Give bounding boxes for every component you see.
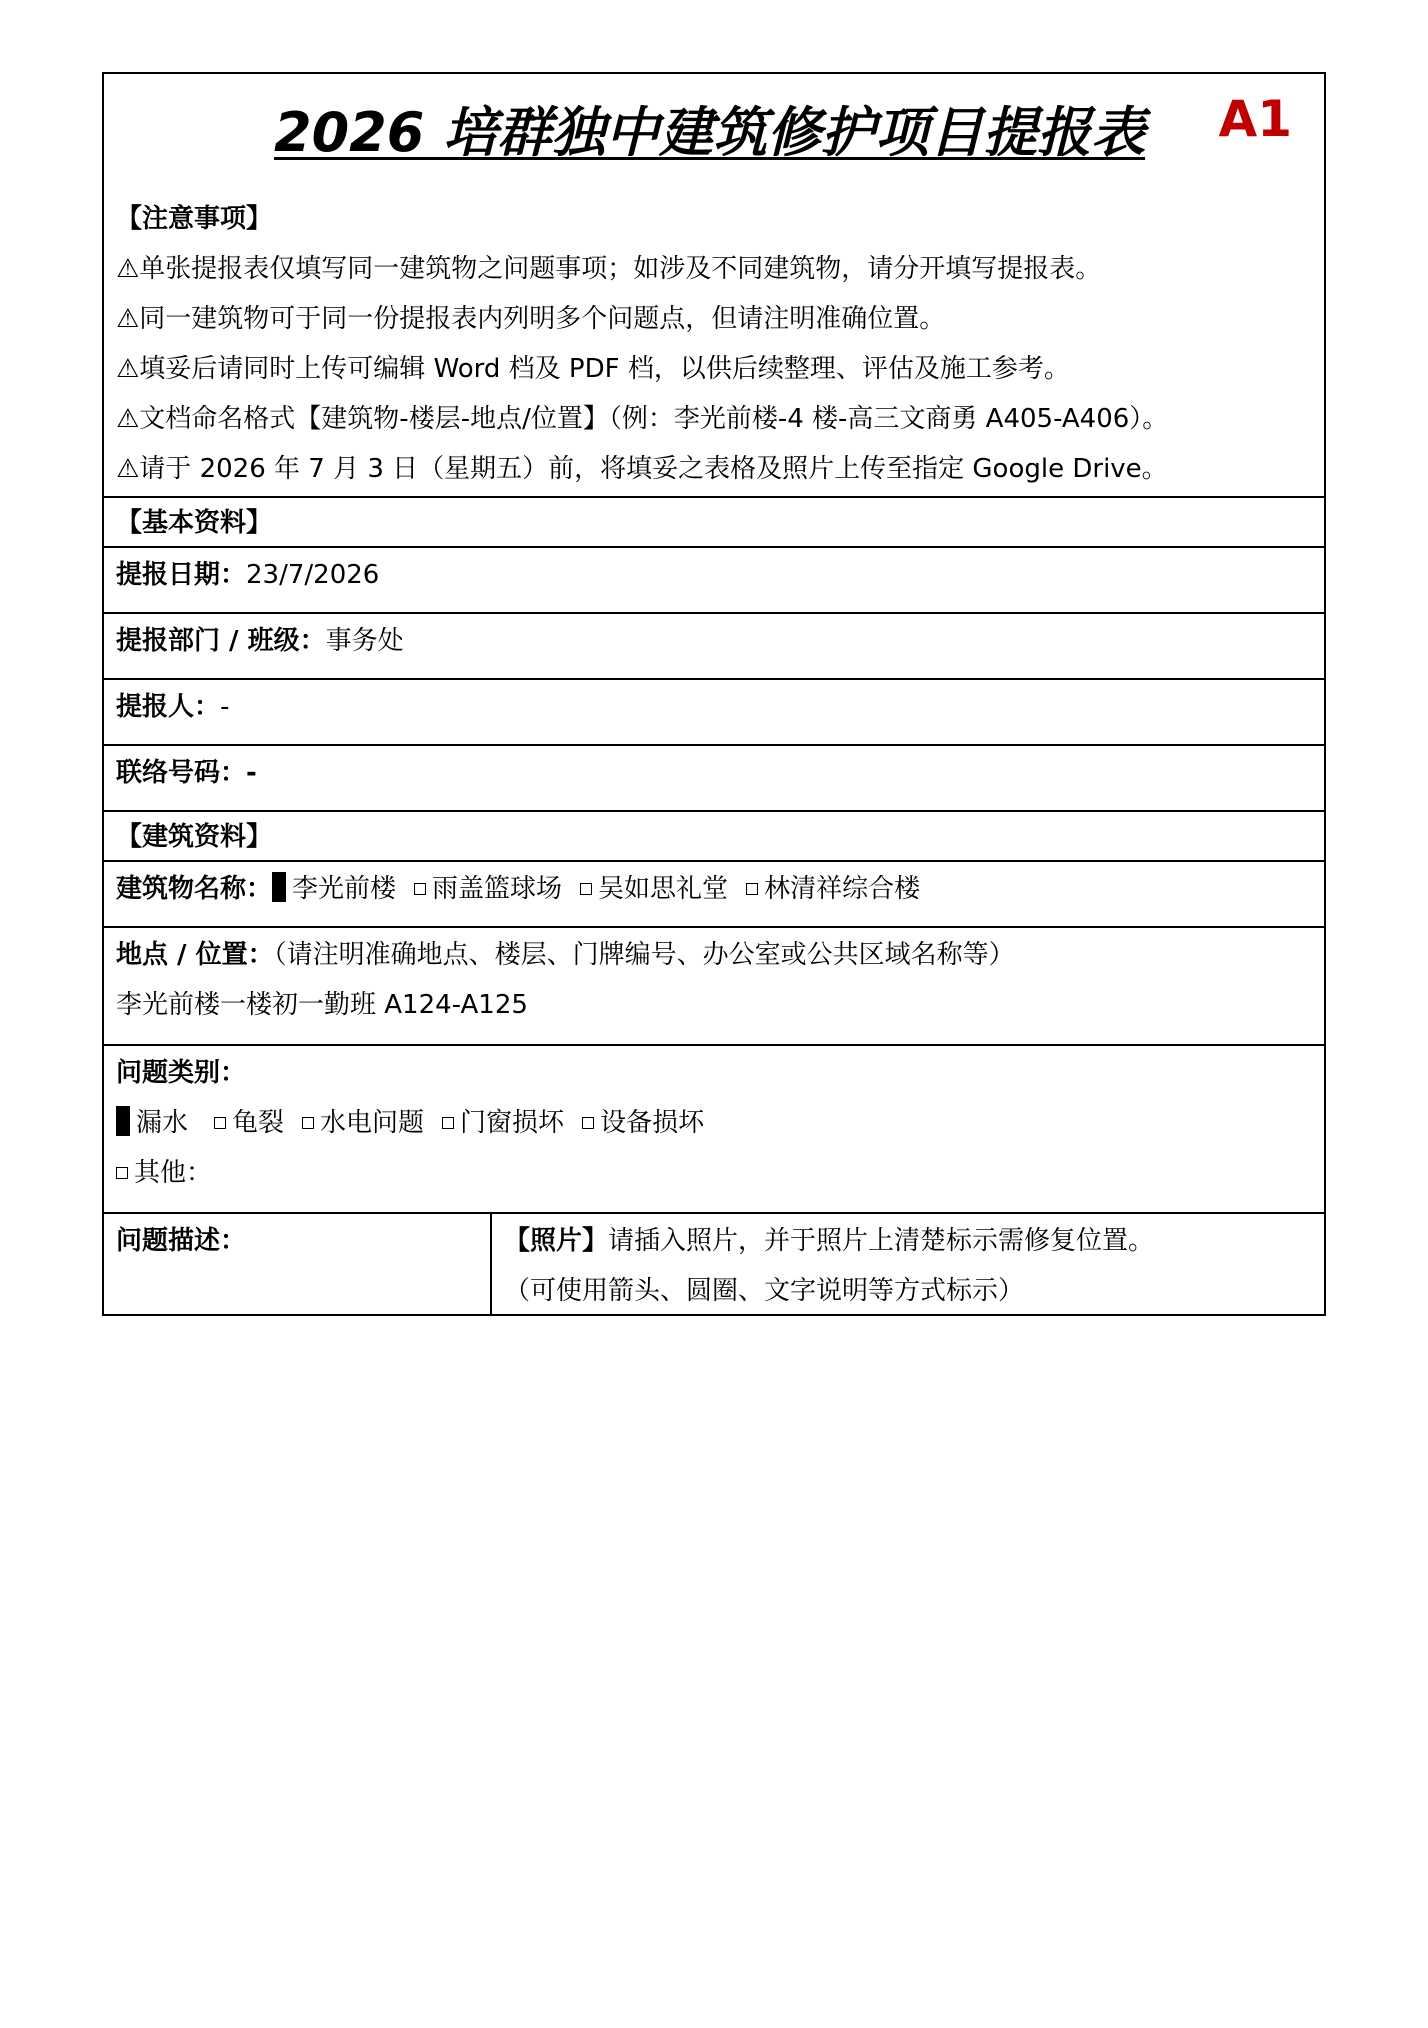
checkbox-empty-icon[interactable] <box>580 883 592 895</box>
phone-row <box>104 744 1324 810</box>
building-option-label: 吴如思礼堂 <box>598 874 729 904</box>
checkbox-empty-icon[interactable] <box>414 883 426 895</box>
category-option-label: 龟裂 <box>232 1108 285 1138</box>
building-heading-row <box>104 810 1324 860</box>
category-label: 问题类别： <box>116 1058 247 1088</box>
building-name-label: 建筑物名称： <box>116 874 273 904</box>
checkbox-empty-icon[interactable] <box>116 1167 128 1179</box>
other-label: 其他： <box>134 1158 213 1188</box>
building-heading: 【建筑资料】 <box>116 822 273 852</box>
date-label: 提报日期： <box>116 560 247 590</box>
category-option-label: 漏水 <box>136 1108 189 1138</box>
checkbox-empty-icon[interactable] <box>302 1117 314 1129</box>
photo-hint: （可使用箭头、圆圈、文字说明等方式标示） <box>504 1276 1025 1306</box>
phone-label: 联络号码： <box>116 758 247 788</box>
reporter-value[interactable]: - <box>220 692 230 722</box>
location-value[interactable]: 李光前楼一楼初一勤班 A124-A125 <box>116 990 528 1020</box>
date-row <box>104 546 1324 612</box>
form-title: 2026 培群独中建筑修护项目提报表 <box>274 101 1146 164</box>
building-option-label: 林清祥综合楼 <box>764 874 921 904</box>
location-hint: （请注明准确地点、楼层、门牌编号、办公室或公共区域名称等） <box>273 940 1015 970</box>
dept-row <box>104 612 1324 678</box>
form-code: A1 <box>1218 90 1292 148</box>
dept-label: 提报部门 / 班级： <box>116 626 326 656</box>
building-option-label: 李光前楼 <box>292 874 397 904</box>
location-row <box>104 926 1324 1044</box>
reporter-row <box>104 678 1324 744</box>
note-item: ⚠请于 2026 年 7 月 3 日（星期五）前，将填妥之表格及照片上传至指定 Google Drive。 <box>116 454 1168 484</box>
checkbox-checked-icon[interactable] <box>272 872 286 902</box>
note-item: ⚠文档命名格式【建筑物-楼层-地点/位置】（例：李光前楼-4 楼-高三文商勇 A405-A406）。 <box>116 404 1169 434</box>
reporter-label: 提报人： <box>116 692 221 722</box>
category-option-label: 设备损坏 <box>600 1108 705 1138</box>
building-name-row <box>104 860 1324 926</box>
report-form <box>102 72 1326 1316</box>
checkbox-empty-icon[interactable] <box>582 1117 594 1129</box>
form-header <box>104 74 1324 184</box>
category-option-label: 门窗损坏 <box>460 1108 565 1138</box>
dept-value[interactable]: 事务处 <box>325 626 404 656</box>
photo-heading: 【照片】 <box>504 1226 609 1256</box>
photo-cell[interactable] <box>492 1214 1324 1314</box>
checkbox-checked-icon[interactable] <box>116 1106 130 1136</box>
basic-heading-row <box>104 496 1324 546</box>
location-label: 地点 / 位置： <box>116 940 274 970</box>
notes-heading: 【注意事项】 <box>116 204 273 234</box>
date-value[interactable]: 23/7/2026 <box>246 560 380 590</box>
photo-text: 请插入照片，并于照片上清楚标示需修复位置。 <box>608 1226 1155 1256</box>
basic-heading: 【基本资料】 <box>116 508 273 538</box>
note-item: ⚠单张提报表仅填写同一建筑物之问题事项；如涉及不同建筑物，请分开填写提报表。 <box>116 254 1102 284</box>
checkbox-empty-icon[interactable] <box>442 1117 454 1129</box>
category-row <box>104 1044 1324 1212</box>
checkbox-empty-icon[interactable] <box>746 883 758 895</box>
description-row <box>104 1212 1324 1314</box>
notes-section <box>104 184 1324 496</box>
building-option-label: 雨盖篮球场 <box>432 874 563 904</box>
description-label: 问题描述： <box>116 1226 247 1256</box>
description-cell[interactable] <box>104 1214 492 1314</box>
checkbox-empty-icon[interactable] <box>214 1117 226 1129</box>
category-option-label: 水电问题 <box>320 1108 425 1138</box>
note-item: ⚠同一建筑物可于同一份提报表内列明多个问题点，但请注明准确位置。 <box>116 304 946 334</box>
note-item: ⚠填妥后请同时上传可编辑 Word 档及 PDF 档，以供后续整理、评估及施工参考。 <box>116 354 1070 384</box>
phone-value[interactable]: - <box>246 758 257 788</box>
